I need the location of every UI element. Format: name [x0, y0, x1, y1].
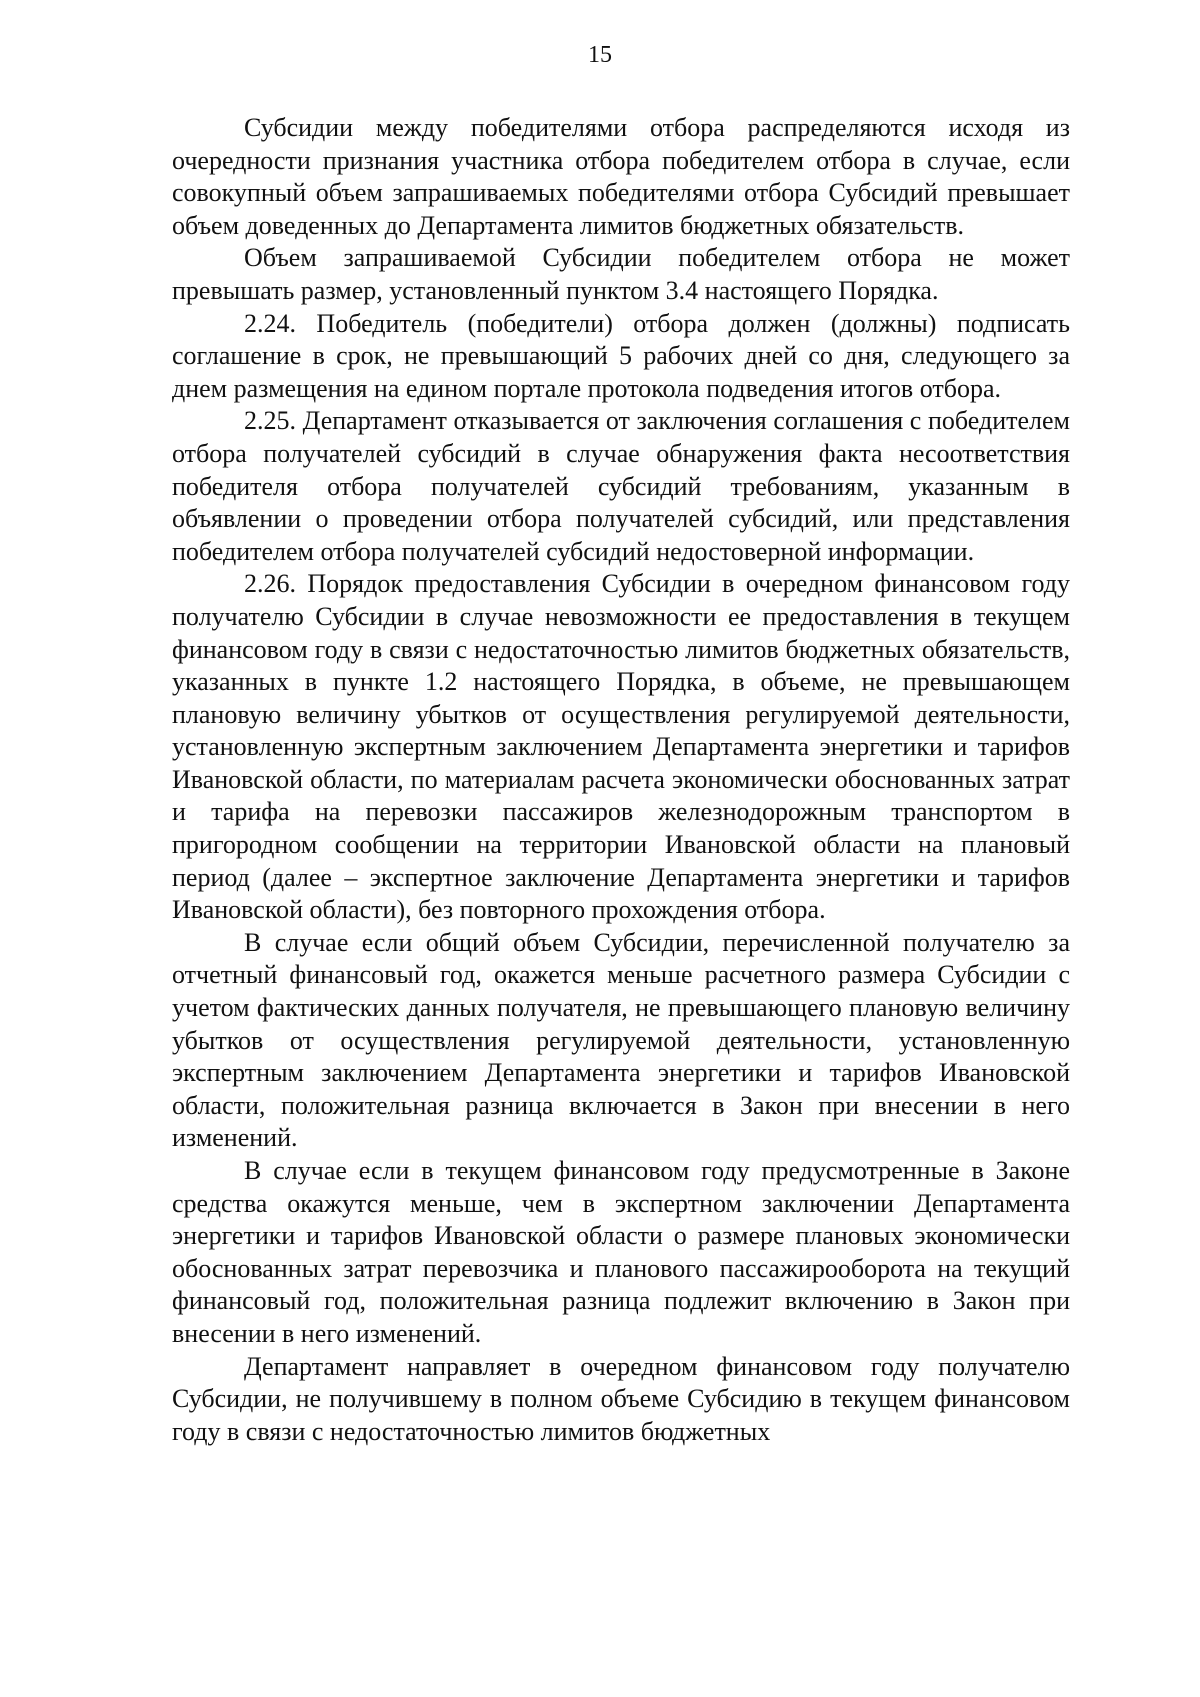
paragraph: 2.26. Порядок предоставления Субсидии в очередном финансовом году получателю Субсидии в случае невозможности ее предоставления в текущем финансовом году в связи с недостаточностью лимитов бюджетных обязательств, указанных в пункте 1.2 настоящего Порядка, в объеме, не превышающем плановую величину убытков от осуществления регулируемой деятельности, установленную экспертным заключением Департамента энергетики и тарифов Ивановской области, по материалам расчета экономически обоснованных затрат и тарифа на перевозки пассажиров железнодорожным транспортом в пригородном сообщении на территории Ивановской области на плановый период (далее – экспертное заключение Департамента энергетики и тарифов Ивановской области), без повторного прохождения отбора. [172, 569, 1070, 925]
paragraph: 2.24. Победитель (победители) отбора должен (должны) подписать соглашение в срок, не превышающий 5 рабочих дней со дня, следующего за днем размещения на едином портале протокола подведения итогов отбора. [172, 308, 1070, 403]
paragraph: Субсидии между победителями отбора распределяются исходя из очередности признания участника отбора победителем отбора в случае, если совокупный объем запрашиваемых победителями отбора Субсидий превышает объем доведенных до Департамента лимитов бюджетных обязательств. [172, 113, 1070, 240]
paragraph: Объем запрашиваемой Субсидии победителем отбора не может превышать размер, установленный пунктом 3.4 настоящего Порядка. [172, 243, 1070, 305]
paragraph: В случае если общий объем Субсидии, перечисленной получателю за отчетный финансовый год, окажется меньше расчетного размера Субсидии с учетом фактических данных получателя, не превышающего плановую величину убытков от осуществления регулируемой деятельности, установленную экспертным заключением Департамента энергетики и тарифов Ивановской области, положительная разница включается в Закон при внесении в него изменений. [172, 927, 1070, 1153]
paragraph: Департамент направляет в очередном финансовом году получателю Субсидии, не получившему в полном объеме Субсидию в текущем финансовом году в связи с недостаточностью лимитов бюджетных [172, 1351, 1070, 1446]
paragraph: 2.25. Департамент отказывается от заключения соглашения с победителем отбора получателей субсидий в случае обнаружения факта несоответствия победителя отбора получателей субсидий требованиям, указанным в объявлении о проведении отбора получателей субсидий, или представления победителем отбора получателей субсидий недостоверной информации. [172, 406, 1070, 566]
paragraph: В случае если в текущем финансовом году предусмотренные в Законе средства окажутся меньше, чем в экспертном заключении Департамента энергетики и тарифов Ивановской области о размере плановых экономически обоснованных затрат перевозчика и планового пассажирооборота на текущий финансовый год, положительная разница подлежит включению в Закон при внесении в него изменений. [172, 1156, 1070, 1348]
body-text [172, 112, 1070, 1448]
page-number: 15 [588, 42, 612, 68]
